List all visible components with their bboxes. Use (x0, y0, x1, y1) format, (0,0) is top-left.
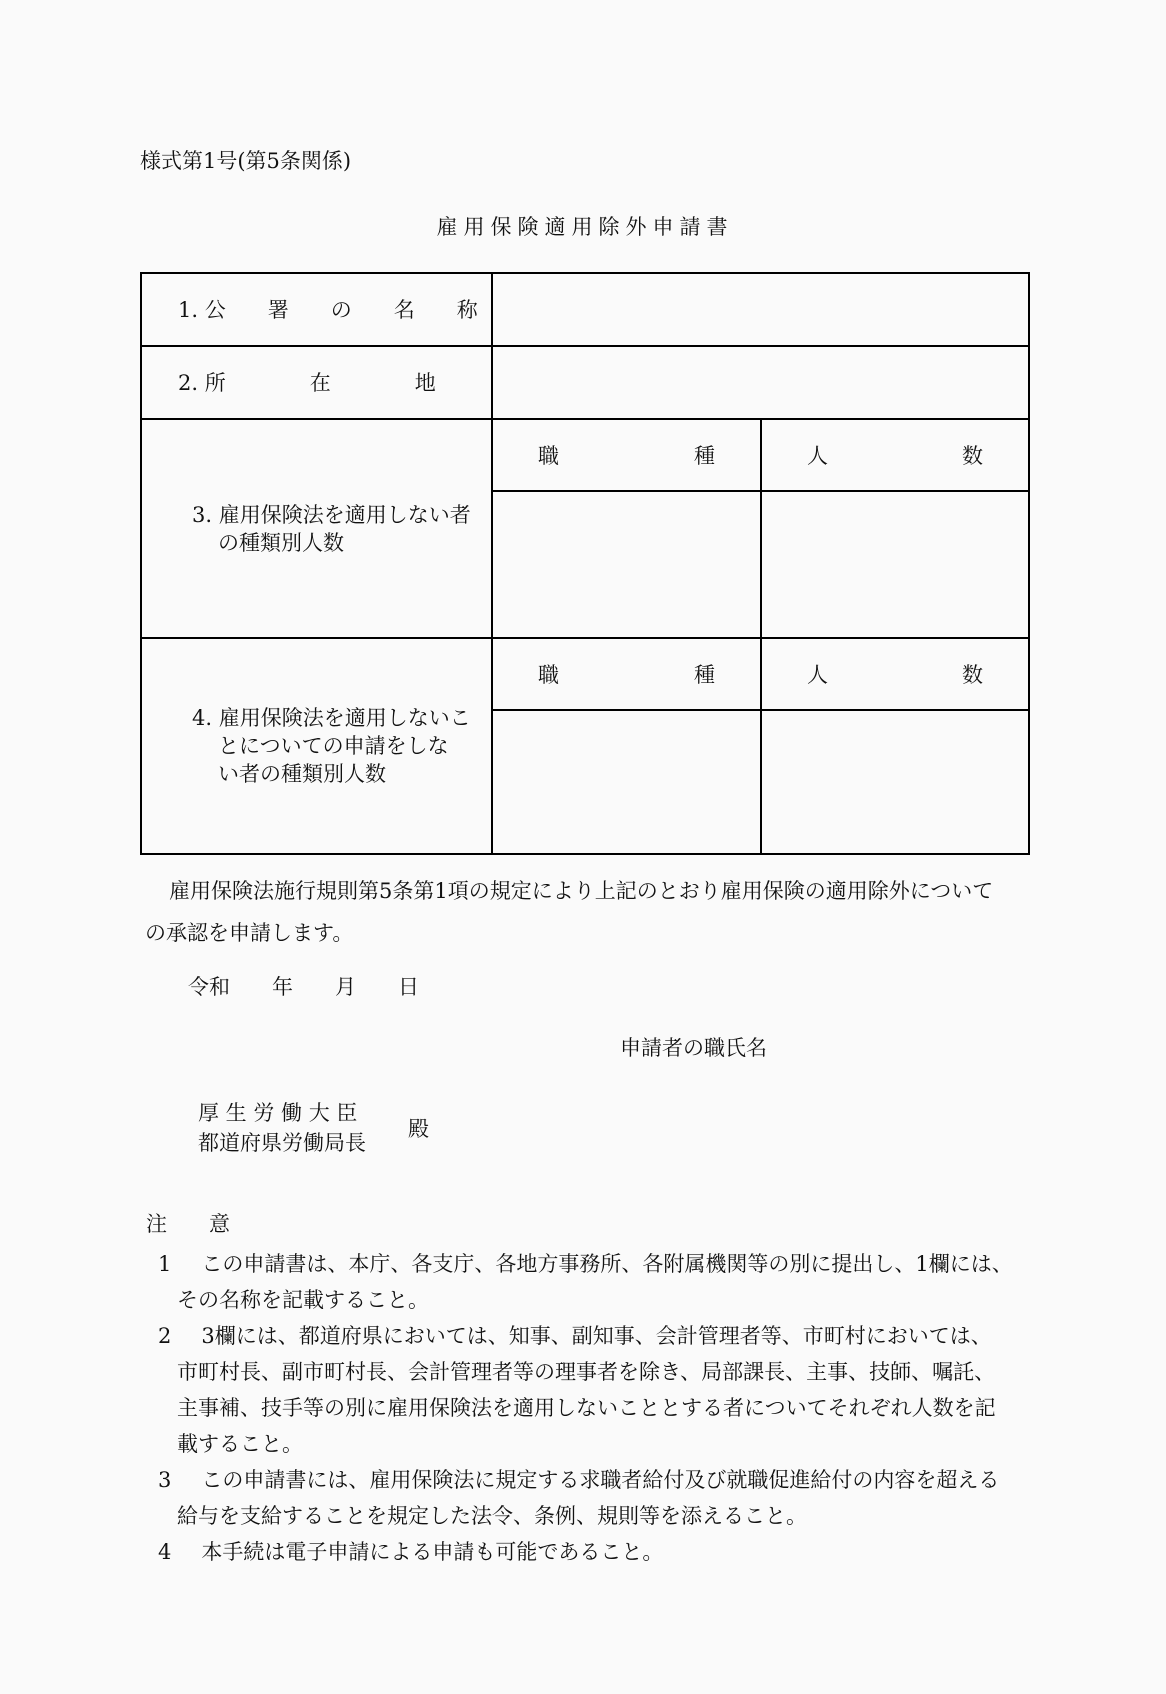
note-item (158, 1462, 1051, 1534)
form-number: 様式第1号(第5条関係) (140, 149, 352, 173)
no-application-subtable (493, 639, 1028, 853)
headcount-header-char: 数 (962, 663, 983, 687)
addressee-prefectural-labour-bureau-director: 都道府県労働局長 (198, 1131, 366, 1155)
headcount-column-header (762, 639, 1028, 709)
note-line (158, 1318, 1051, 1354)
addressee-minister-of-health-labour: 厚 生 労 働 大 臣 (198, 1101, 358, 1125)
no-application-label-line: い者の種類別人数 (218, 762, 386, 786)
declaration-line: 雇用保険法施行規則第5条第1項の規定により上記のとおり雇用保険の適用除外について (169, 879, 994, 903)
occupation-header-char: 職 (538, 663, 559, 687)
excluded-persons-label (142, 420, 493, 637)
headcount-header-char: 人 (807, 663, 828, 687)
note-line: 給与を支給することを規定した法令、条例、規則等を添えること。 (177, 1504, 807, 1528)
note-number: 3 (158, 1468, 172, 1492)
subtable-header-row (493, 639, 1028, 711)
page-title: 雇用保険適用除外申請書 (436, 215, 734, 239)
note-line (158, 1246, 1051, 1282)
excluded-persons-label-line: の種類別人数 (218, 530, 344, 555)
note-line (158, 1462, 1051, 1498)
note-line: 市町村長、副市町村長、会計管理者等の理事者を除き、局部課長、主事、技師、嘱託、 (177, 1360, 996, 1384)
honorific-dono: 殿 (408, 1117, 429, 1141)
date-line: 令和 年 月 日 (188, 975, 419, 999)
declaration-paragraph (145, 870, 1055, 954)
subtable-value-row (493, 492, 1028, 637)
note-text: 本手続は電子申請による申請も可能であること。 (201, 1540, 664, 1564)
note-number: 2 (158, 1324, 172, 1348)
office-name-label: 1. 公 署 の 名 称 (142, 274, 493, 345)
subtable-header-row (493, 420, 1028, 492)
notes-heading: 注 意 (146, 1212, 230, 1236)
excluded-headcount-value-cell (762, 492, 1028, 637)
table-row (142, 639, 1028, 853)
occupation-header-char: 職 (538, 444, 559, 468)
occupation-column-header (493, 639, 762, 709)
declaration-line: の承認を申請します。 (145, 921, 354, 945)
note-text: この申請書には、雇用保険法に規定する求職者給付及び就職促進給付の内容を超える (201, 1468, 1000, 1492)
note-line: 載すること。 (177, 1432, 303, 1456)
note-line (158, 1534, 1051, 1570)
table-row (142, 347, 1028, 420)
note-item (158, 1318, 1051, 1462)
notes-section (141, 1206, 1051, 1570)
note-line: 主事補、技手等の別に雇用保険法を適用しないこととする者についてそれぞれ人数を記 (177, 1396, 996, 1420)
occupation-column-header (493, 420, 762, 490)
excluded-persons-label-line: 3. 雇用保険法を適用しない者 (192, 502, 471, 527)
addressee-titles (198, 1098, 366, 1158)
no-application-headcount-value-cell (762, 711, 1028, 853)
applicant-name-label: 申請者の職氏名 (620, 1036, 767, 1060)
table-row (142, 420, 1028, 639)
occupation-header-char: 種 (694, 444, 715, 468)
note-number: 1 (158, 1252, 172, 1276)
no-application-label-line: とについての申請をしな (218, 734, 449, 758)
application-table (140, 272, 1030, 855)
note-line: その名称を記載すること。 (177, 1288, 429, 1312)
note-number: 4 (158, 1540, 172, 1564)
office-name-value-cell (493, 274, 1028, 345)
table-row (142, 274, 1028, 347)
note-item (158, 1534, 1051, 1570)
excluded-occupation-value-cell (493, 492, 762, 637)
note-item (158, 1246, 1051, 1318)
notes-list (141, 1246, 1051, 1570)
subtable-value-row (493, 711, 1028, 853)
note-text: この申請書は、本庁、各支庁、各地方事務所、各附属機関等の別に提出し、1欄には、 (201, 1252, 1013, 1276)
occupation-header-char: 種 (694, 663, 715, 687)
headcount-column-header (762, 420, 1028, 490)
no-application-persons-label (142, 639, 493, 853)
location-value-cell (493, 347, 1028, 418)
addressee-block (198, 1098, 429, 1158)
headcount-header-char: 人 (807, 444, 828, 468)
location-label: 2. 所 在 地 (142, 347, 493, 418)
note-text: 3欄には、都道府県においては、知事、副知事、会計管理者等、市町村においては、 (201, 1324, 992, 1348)
no-application-label-line: 4. 雇用保険法を適用しないこ (192, 706, 471, 730)
excluded-persons-subtable (493, 420, 1028, 637)
no-application-occupation-value-cell (493, 711, 762, 853)
headcount-header-char: 数 (962, 444, 983, 468)
